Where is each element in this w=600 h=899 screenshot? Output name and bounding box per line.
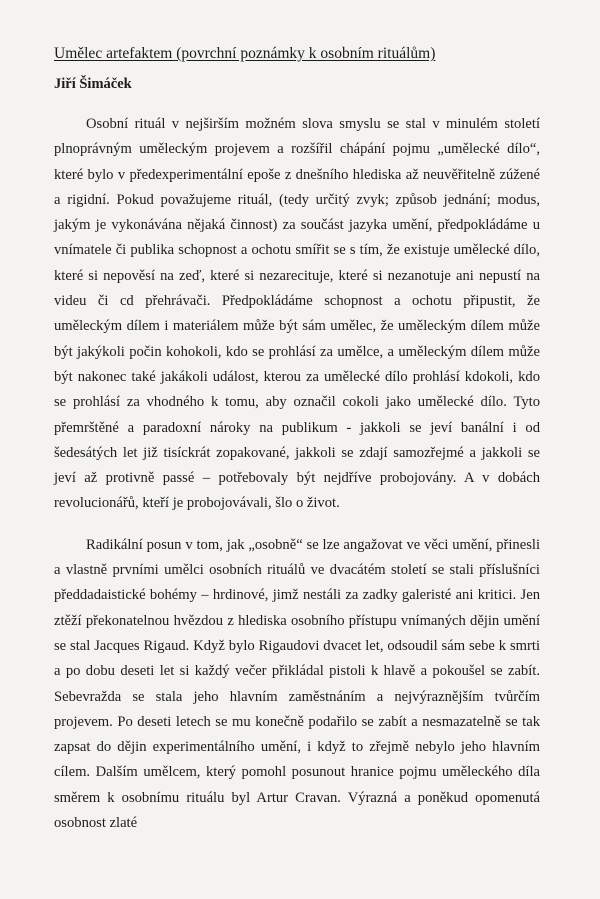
- paragraph-2: Radikální posun v tom, jak „osobně“ se lze angažovat ve věci umění, přinesli a vlastně prvními umělci osobních rituálů ve dvacátém století se stali příslušníci předdadaistické bohémy – hrdinové, jimž nestáli za zadky galeristé ani kritici. Jen ztěží překonatelnou hvězdou z hlediska osobního přístupu vnímaných dějin umění se stal Jacques Rigaud. Když bylo Rigaudovi dvacet let, odsoudil sám sebe k smrti a po dobu deseti let si každý večer přikládal pistoli k hlavě a pokoušel se zabít. Sebevražda se stala jeho hlavním zaměstnáním a nejvýraznějším tvůrčím projevem. Po deseti letech se mu konečně podařilo se zabít a nesmazatelně se tak zapsat do dějin experimentálního umění, i když to zřejmě nebylo jeho hlavním cílem. Dalším umělcem, který pomohl posunout hranice pojmu uměleckého díla směrem k osobnímu rituálu byl Artur Cravan. Výrazná a poněkud opomenutá osobnost zlaté: [54, 536, 540, 832]
- document-title: Umělec artefaktem (povrchní poznámky k osobním rituálům): [54, 45, 436, 62]
- author-name: Jiří Šimáček: [54, 76, 132, 92]
- paragraph-1: Osobní rituál v nejširším možném slova smyslu se stal v minulém století plnoprávným uměleckým projevem a rozšířil chápání pojmu „umělecké dílo“, které bylo v předexperimentální epoše z dnešního hlediska až neuvěřitelně zúžené a rigidní. Pokud považujeme rituál, (tedy určitý zvyk; způsob jednání; modus, jakým je vykonávána nějaká činnost) za součást jazyka umění, předpokládáme u vnímatele či publika schopnost a ochotu smířit se s tím, že existuje umělecké dílo, které si nepověsí na zeď, které si nezarecituje, které si nezanotuje ani nepustí na videu či cd přehrávači. Předpokládáme schopnost a ochotu připustit, že uměleckým dílem i materiálem může být sám umělec, že uměleckým dílem může být jakýkoli počin kohokoli, kdo se prohlásí za umělce, a uměleckým dílem může být nakonec také jakákoli událost, kterou za umělecké dílo prohlásí kdokoli, kdo se prohlásí za vhodného k tomu, aby označil cokoli jako umělecké dílo. Tyto přemrštěné a paradoxní nároky na publikum - jakkoli se jeví banální i od šedesátých let již tisíckrát zopakované, jakkoli se zdají samozřejmé a jakkoli se jeví až protivně passé – potřebovaly být nejdříve probojovány. A v dobách revolucionářů, kteří je probojovávali, šlo o život.: [54, 116, 540, 512]
- document-body: [54, 112, 540, 852]
